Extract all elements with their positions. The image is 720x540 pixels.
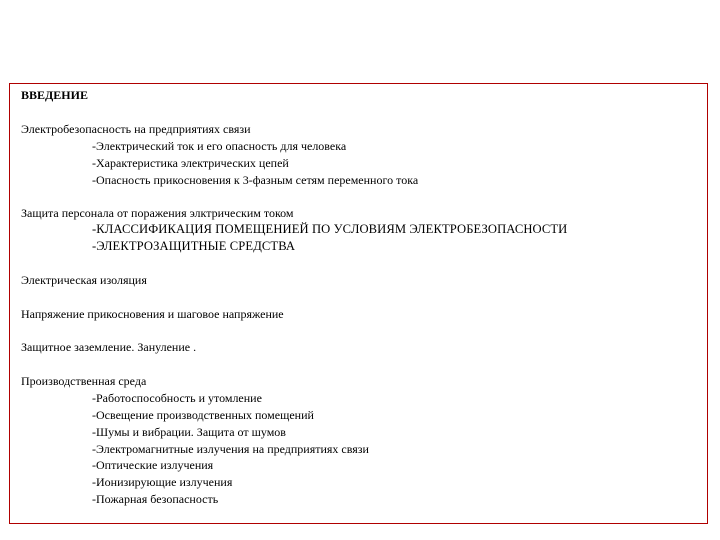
subsection-protective-equipment: -ЭЛЕКТРОЗАЩИТНЫЕ СРЕДСТВА xyxy=(92,239,296,253)
subsection-lighting: -Освещение производственных помещений xyxy=(92,408,314,422)
subsection-room-classification: -КЛАССИФИКАЦИЯ ПОМЕЩЕНИЕЙ ПО УСЛОВИЯМ ЭЛЕКТРОБЕЗОПАСНОСТИ xyxy=(92,222,568,236)
section-introduction: ВВЕДЕНИЕ xyxy=(21,88,88,102)
section-personnel-protection: Защита персонала от поражения элктрическим током xyxy=(21,206,294,220)
section-electrical-insulation: Электрическая изоляция xyxy=(21,273,147,287)
document-frame xyxy=(9,83,708,524)
subsection-fire-safety: -Пожарная безопасность xyxy=(92,492,219,506)
subsection-current-danger: -Электрический ток и его опасность для человека xyxy=(92,139,347,153)
subsection-circuit-characteristics: -Характеристика электрических цепей xyxy=(92,156,289,170)
subsection-noise-vibration: -Шумы и вибрации. Защита от шумов xyxy=(92,425,286,439)
subsection-ionizing-radiation: -Ионизирующие излучения xyxy=(92,475,233,489)
subsection-optical-radiation: -Оптические излучения xyxy=(92,458,214,472)
subsection-electromagnetic-radiation: -Электромагнитные излучения на предприятиях связи xyxy=(92,442,369,456)
subsection-work-capacity: -Работоспособность и утомление xyxy=(92,391,262,405)
section-protective-grounding: Защитное заземление. Зануление . xyxy=(21,340,197,354)
section-touch-voltage: Напряжение прикосновения и шаговое напряжение xyxy=(21,307,284,321)
subsection-contact-danger: -Опасность прикосновения к 3-фазным сетям переменного тока xyxy=(92,173,419,187)
section-work-environment: Производственная среда xyxy=(21,374,147,388)
section-electrical-safety: Электробезопасность на предприятиях связи xyxy=(21,122,251,136)
